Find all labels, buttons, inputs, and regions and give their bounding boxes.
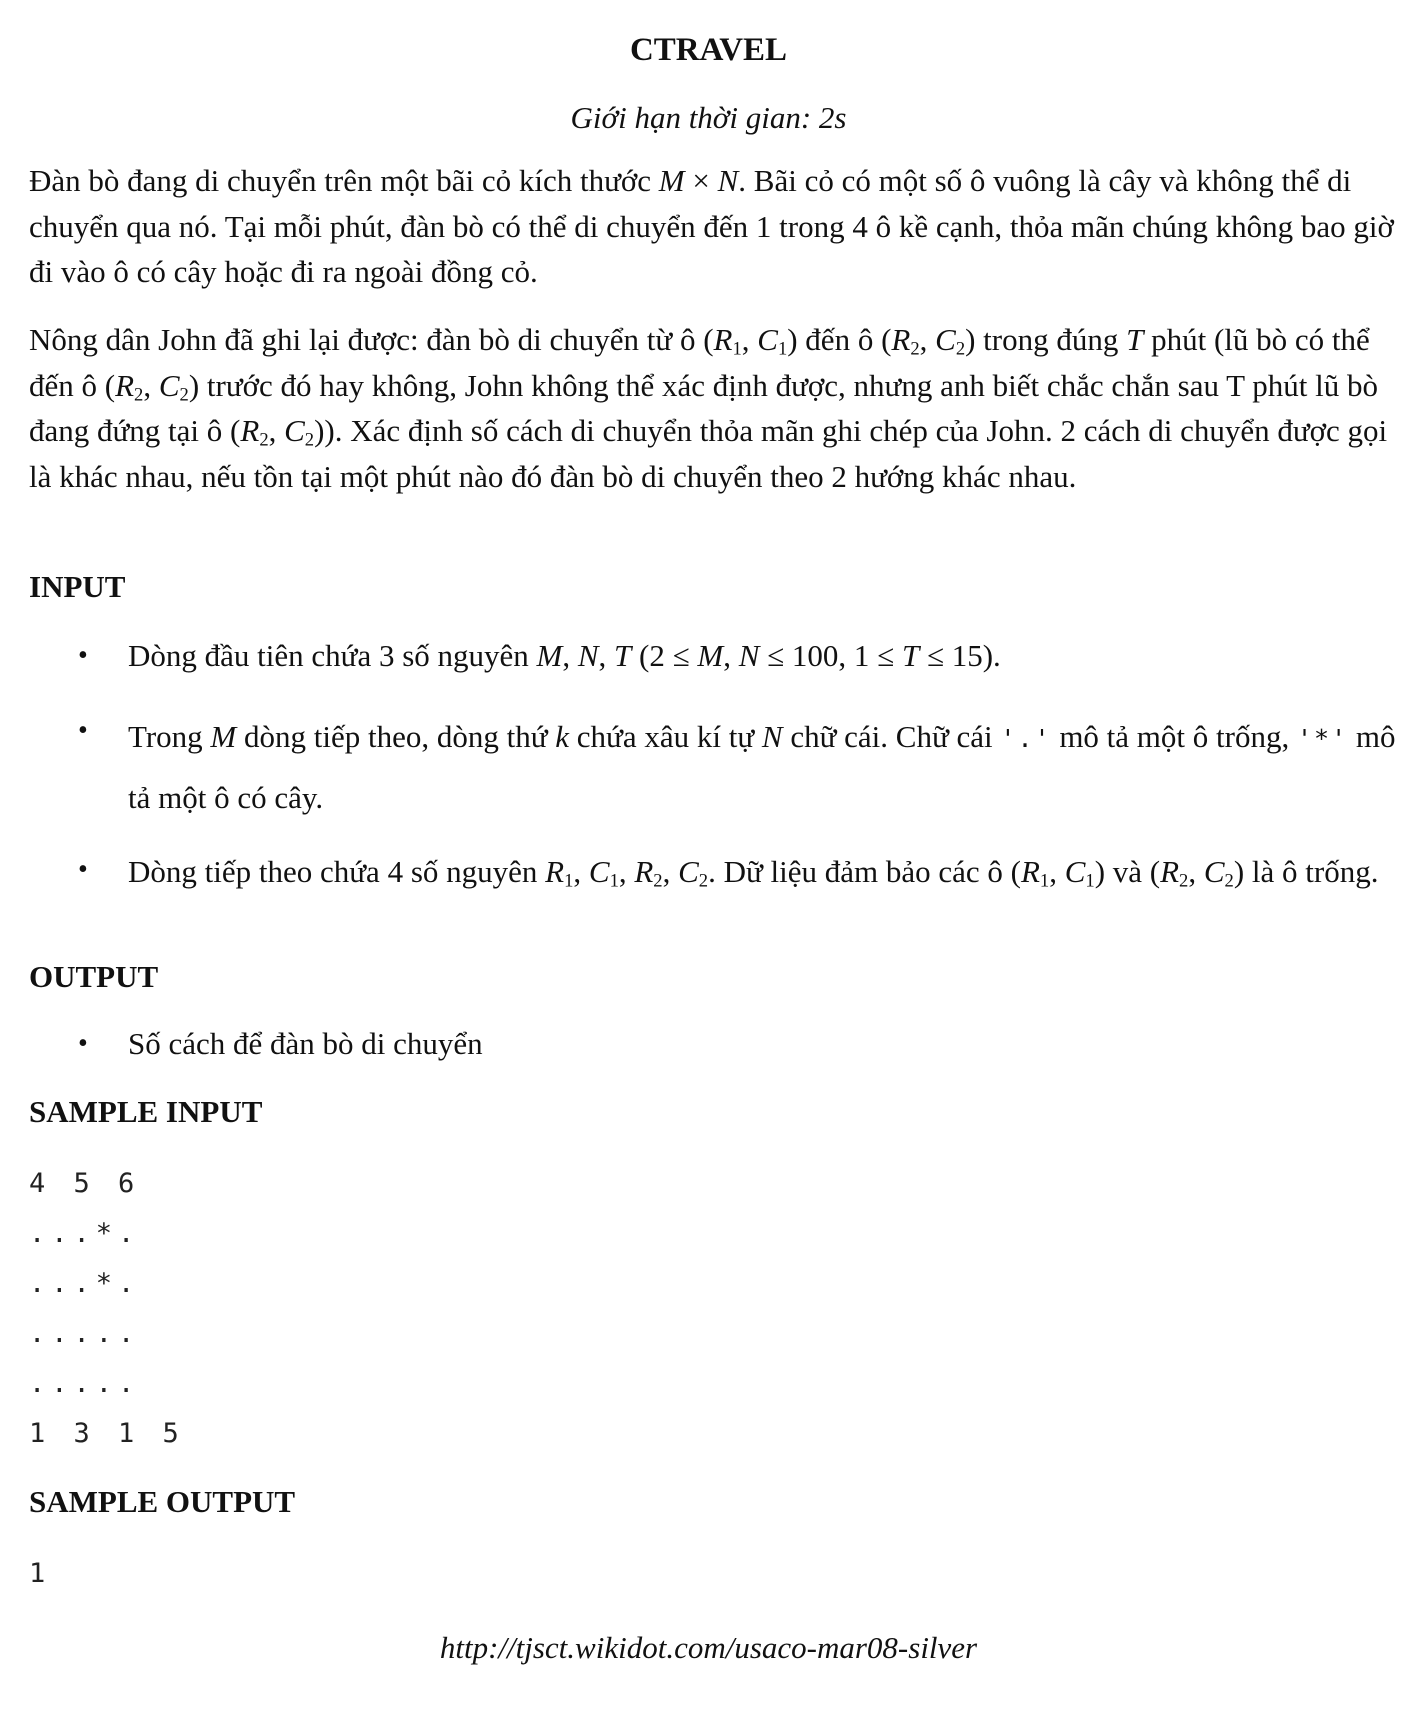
sample-input-heading: SAMPLE INPUT — [29, 1094, 263, 1129]
output-item-1: Số cách để đàn bò di chuyển — [128, 1026, 483, 1061]
input-item-2: Trong M dòng tiếp theo, dòng thứ k chứa xâu kí tự N chữ cái. Chữ cái '.' mô tả một ô trống, '*' mô tả một ô có cây. — [128, 719, 1396, 815]
sample-input-line: ...*. — [29, 1218, 141, 1249]
sample-input-line: ..... — [29, 1318, 141, 1349]
input-heading: INPUT — [29, 569, 126, 604]
problem-title: CTRAVEL — [629, 32, 788, 68]
bullet-icon: • — [78, 854, 88, 885]
source-url: http://tjsct.wikidot.com/usaco-mar08-silver — [439, 1630, 978, 1665]
output-heading: OUTPUT — [29, 959, 159, 994]
bullet-icon: • — [78, 715, 88, 746]
input-item-3: Dòng tiếp theo chứa 4 số nguyên $R_1$, $C_1$, $R_2$, $C_2$. Dữ liệu đảm bảo các ô ($R_1$, $C_1$) và ($R_2$, $C_2$) là ô trống. — [128, 854, 1379, 892]
bullet-icon: • — [78, 1028, 88, 1059]
sample-input-line: 1 3 1 5 — [29, 1418, 185, 1449]
sample-input-line: ...*. — [29, 1268, 141, 1299]
code-star: '*' — [1296, 724, 1349, 753]
sample-input-line: 4 5 6 — [29, 1168, 141, 1199]
code-dot: '.' — [1000, 724, 1052, 753]
input-item-1: Dòng đầu tiên chứa 3 số nguyên M, N, T (2 ≤ M, N ≤ 100, 1 ≤ T ≤ 15). — [128, 638, 1001, 673]
description-paragraph-1: Đàn bò đang di chuyển trên một bãi cỏ kích thước M × N. Bãi cỏ có một số ô vuông là cây và không thể di chuyển qua nó. Tại mỗi phút, đàn bò có thể di chuyển đến 1 trong 4 ô kề cạnh, thỏa mãn chúng không bao giờ đi vào ô có cây hoặc đi ra ngoài đồng cỏ. — [29, 163, 1394, 289]
sample-output-heading: SAMPLE OUTPUT — [29, 1484, 296, 1519]
sample-input-line: ..... — [29, 1368, 141, 1399]
bullet-icon: • — [78, 640, 88, 671]
sample-output-line: 1 — [29, 1558, 52, 1589]
description-paragraph-2: Nông dân John đã ghi lại được: đàn bò di chuyển từ ô ($R_1$, $C_1$) đến ô ($R_2$, $C_2$) trong đúng T phút (lũ bò có thể đến ô ($R_2$, $C_2$) trước đó hay không, John không thể xác định được, nhưng anh biết chắc chắn sau T phút lũ bò đang đứng tại ô ($R_2$, $C_2$)). Xác định số cách di chuyển thỏa mãn ghi chép của John. 2 cách di chuyển được gọi là khác nhau, nếu tồn tại một phút nào đó đàn bò di chuyển theo 2 hướng khác nhau. — [29, 322, 1388, 494]
time-limit: Giới hạn thời gian: 2s — [570, 100, 847, 135]
